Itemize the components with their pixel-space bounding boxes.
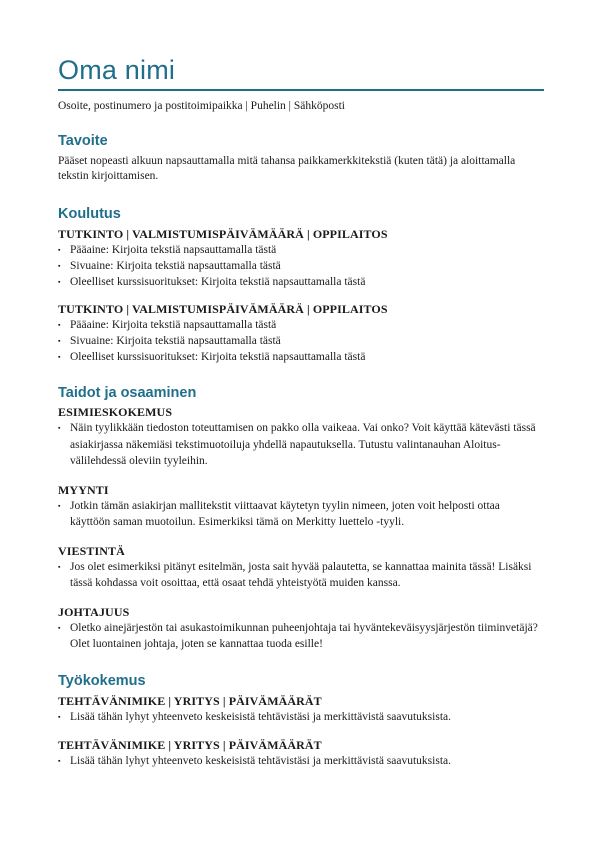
list-item[interactable]: ▪ Lisää tähän lyhyt yhteenveto keskeisistä tehtävistäsi ja merkittävistä saavutuksista.	[58, 753, 542, 769]
skill-entry-title[interactable]: JOHTAJUUS	[58, 604, 130, 619]
name-title[interactable]: Oma nimi	[58, 55, 176, 85]
education-bullets	[58, 317, 542, 365]
skill-entry	[58, 544, 542, 592]
skill-entry-title[interactable]: VIESTINTÄ	[58, 543, 125, 558]
skill-bullets	[58, 559, 542, 592]
skill-bullets	[58, 420, 542, 470]
education-entry-title[interactable]: TUTKINTO | VALMISTUMISPÄIVÄMÄÄRÄ | OPPILAITOS	[58, 302, 388, 316]
objective-text[interactable]: Pääset nopeasti alkuun napsauttamalla mitä tahansa paikkamerkkitekstiä (kuten tätä) ja aloittamalla tekstin kirjoittamisen.	[58, 155, 516, 182]
skill-entry	[58, 483, 542, 531]
title-divider	[58, 89, 544, 91]
list-item[interactable]: ▪ Sivuaine: Kirjoita tekstiä napsauttamalla tästä	[58, 333, 542, 349]
contact-line[interactable]: Osoite, postinumero ja postitoimipaikka | Puhelin | Sähköposti	[58, 100, 345, 112]
list-item[interactable]: ▪ Jotkin tämän asiakirjan mallitekstit viittaavat käytetyn tyylin nimeen, joten voit helposti ottaa käyttöön saman muotoilun. Esimerkiksi tämä on Merkitty luettelo -tyyli.	[58, 498, 542, 531]
experience-entry	[58, 694, 542, 725]
education-bullets	[58, 242, 542, 290]
list-item[interactable]: ▪ Oletko ainejärjestön tai asukastoimikunnan puheenjohtaja tai hyväntekeväisyysjärjestön tiiminvetäjä? Olet luontainen johtaja, joten se kannattaa tuoda esille!	[58, 620, 542, 653]
experience-entry-title[interactable]: TEHTÄVÄNIMIKE | YRITYS | PÄIVÄMÄÄRÄT	[58, 693, 322, 708]
list-item[interactable]: ▪ Lisää tähän lyhyt yhteenveto keskeisistä tehtävistäsi ja merkittävistä saavutuksista.	[58, 709, 542, 725]
list-item[interactable]: ▪ Pääaine: Kirjoita tekstiä napsauttamalla tästä	[58, 242, 542, 258]
list-item[interactable]: ▪ Oleelliset kurssisuoritukset: Kirjoita tekstiä napsauttamalla tästä	[58, 274, 542, 290]
skill-entry-title[interactable]: ESIMIESKOKEMUS	[58, 405, 173, 419]
skill-entry-title[interactable]: MYYNTI	[58, 482, 109, 497]
education-entry	[58, 227, 542, 290]
education-heading[interactable]: Koulutus	[58, 206, 121, 222]
list-item[interactable]: ▪ Pääaine: Kirjoita tekstiä napsauttamalla tästä	[58, 317, 542, 333]
experience-heading[interactable]: Työkokemus	[58, 672, 146, 689]
list-item[interactable]: ▪ Jos olet esimerkiksi pitänyt esitelmän, josta sait hyvää palautetta, se kannattaa mainita tässä! Lisäksi tässä kohdassa voit osoittaa, että osaat tehdä yhteistyötä muiden kanssa.	[58, 559, 542, 592]
skill-entry	[58, 605, 542, 653]
experience-entry	[58, 738, 542, 769]
experience-bullets	[58, 753, 542, 769]
skill-bullets	[58, 498, 542, 531]
skill-entry	[58, 405, 542, 470]
experience-entry-title[interactable]: TEHTÄVÄNIMIKE | YRITYS | PÄIVÄMÄÄRÄT	[58, 737, 322, 752]
list-item[interactable]: ▪ Oleelliset kurssisuoritukset: Kirjoita tekstiä napsauttamalla tästä	[58, 349, 542, 365]
list-item[interactable]: ▪ Näin tyylikkään tiedoston toteuttamisen on pakko olla vaikeaa. Vai onko? Voit käyttää kätevästi tässä asiakirjassa näkemiäsi tekstimuotoiluja yhdellä napautuksella. Tutustu valintanauhan Aloitus-välilehdessä oleviin tyyleihin.	[58, 420, 542, 470]
skills-heading[interactable]: Taidot ja osaaminen	[58, 385, 197, 401]
experience-bullets	[58, 709, 542, 725]
education-entry	[58, 302, 542, 365]
objective-heading[interactable]: Tavoite	[58, 133, 108, 149]
skill-bullets	[58, 620, 542, 653]
education-entry-title[interactable]: TUTKINTO | VALMISTUMISPÄIVÄMÄÄRÄ | OPPILAITOS	[58, 227, 388, 241]
list-item[interactable]: ▪ Sivuaine: Kirjoita tekstiä napsauttamalla tästä	[58, 258, 542, 274]
